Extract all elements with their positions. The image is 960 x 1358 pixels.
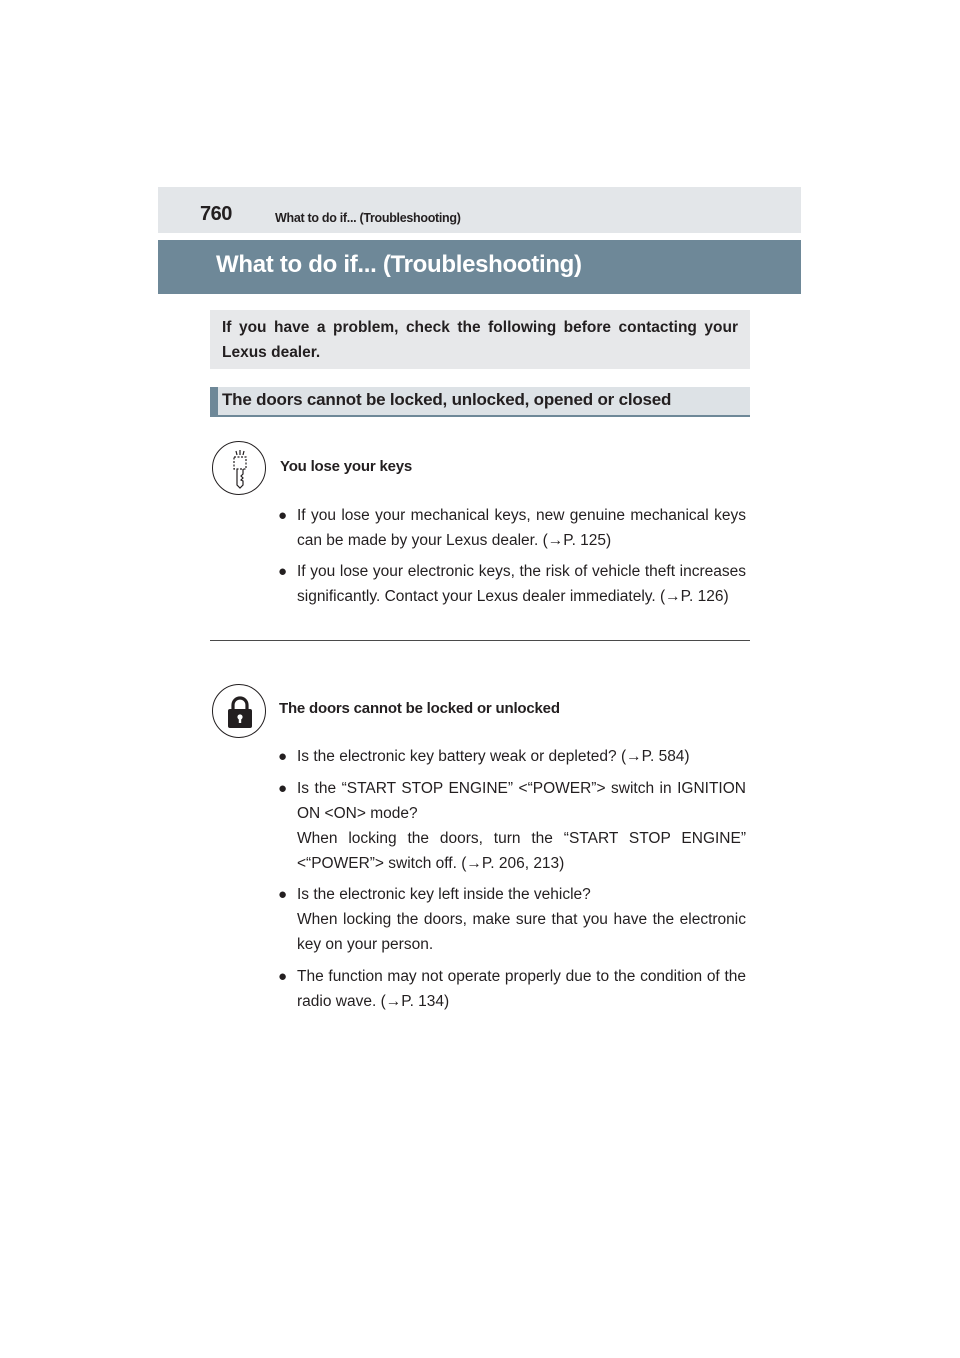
bullet: ● bbox=[278, 507, 288, 524]
section-heading: The doors cannot be locked, unlocked, opened or closed bbox=[222, 390, 672, 409]
list-item-text: If you lose your mechanical keys, new genuine mechanical keys can be made by your Lexus dealer. (→P. 125) bbox=[297, 507, 746, 549]
list-item-text: Is the electronic key left inside the vehicle? bbox=[297, 886, 591, 903]
page-title: What to do if... (Troubleshooting) bbox=[216, 251, 582, 278]
list-item-note: When locking the doors, make sure that you have the electronic key on your person. bbox=[297, 911, 746, 953]
list-item-text: Is the “START STOP ENGINE” <“POWER”> switch in IGNITION ON <ON> mode? bbox=[297, 780, 746, 822]
intro-box bbox=[210, 310, 750, 369]
bullet: ● bbox=[278, 563, 288, 580]
page-number: 760 bbox=[200, 203, 232, 225]
list-item bbox=[278, 964, 746, 1014]
subsection-heading-doors-cannot-lock: The doors cannot be locked or unlocked bbox=[279, 700, 560, 717]
list-item-note: When locking the doors, turn the “START STOP ENGINE” <“POWER”> switch off. (→P. 206, 213) bbox=[297, 830, 746, 872]
running-head: What to do if... (Troubleshooting) bbox=[275, 211, 461, 225]
bullet: ● bbox=[278, 886, 288, 903]
list-item-text: If you lose your electronic keys, the risk of vehicle theft increases significantly. Contact your Lexus dealer immediately. (→P. 126) bbox=[297, 563, 746, 605]
running-header-bar bbox=[158, 187, 801, 233]
list-item bbox=[278, 744, 746, 769]
list-item-text: The function may not operate properly due to the condition of the radio wave. (→P. 134) bbox=[297, 968, 746, 1010]
subsection-divider bbox=[210, 640, 750, 641]
bullet: ● bbox=[278, 968, 288, 985]
padlock-icon bbox=[212, 684, 266, 738]
list-item bbox=[278, 776, 746, 876]
list-item bbox=[278, 503, 746, 553]
bullet: ● bbox=[278, 780, 288, 797]
key-icon bbox=[212, 441, 266, 495]
list-item bbox=[278, 559, 746, 609]
bullet: ● bbox=[278, 748, 288, 765]
list-item bbox=[278, 882, 746, 957]
list-item-text: Is the electronic key battery weak or depleted? (→P. 584) bbox=[297, 748, 690, 765]
subsection-heading-lost-keys: You lose your keys bbox=[280, 458, 413, 475]
intro-text: If you have a problem, check the following before contacting your Lexus dealer. bbox=[222, 319, 738, 361]
